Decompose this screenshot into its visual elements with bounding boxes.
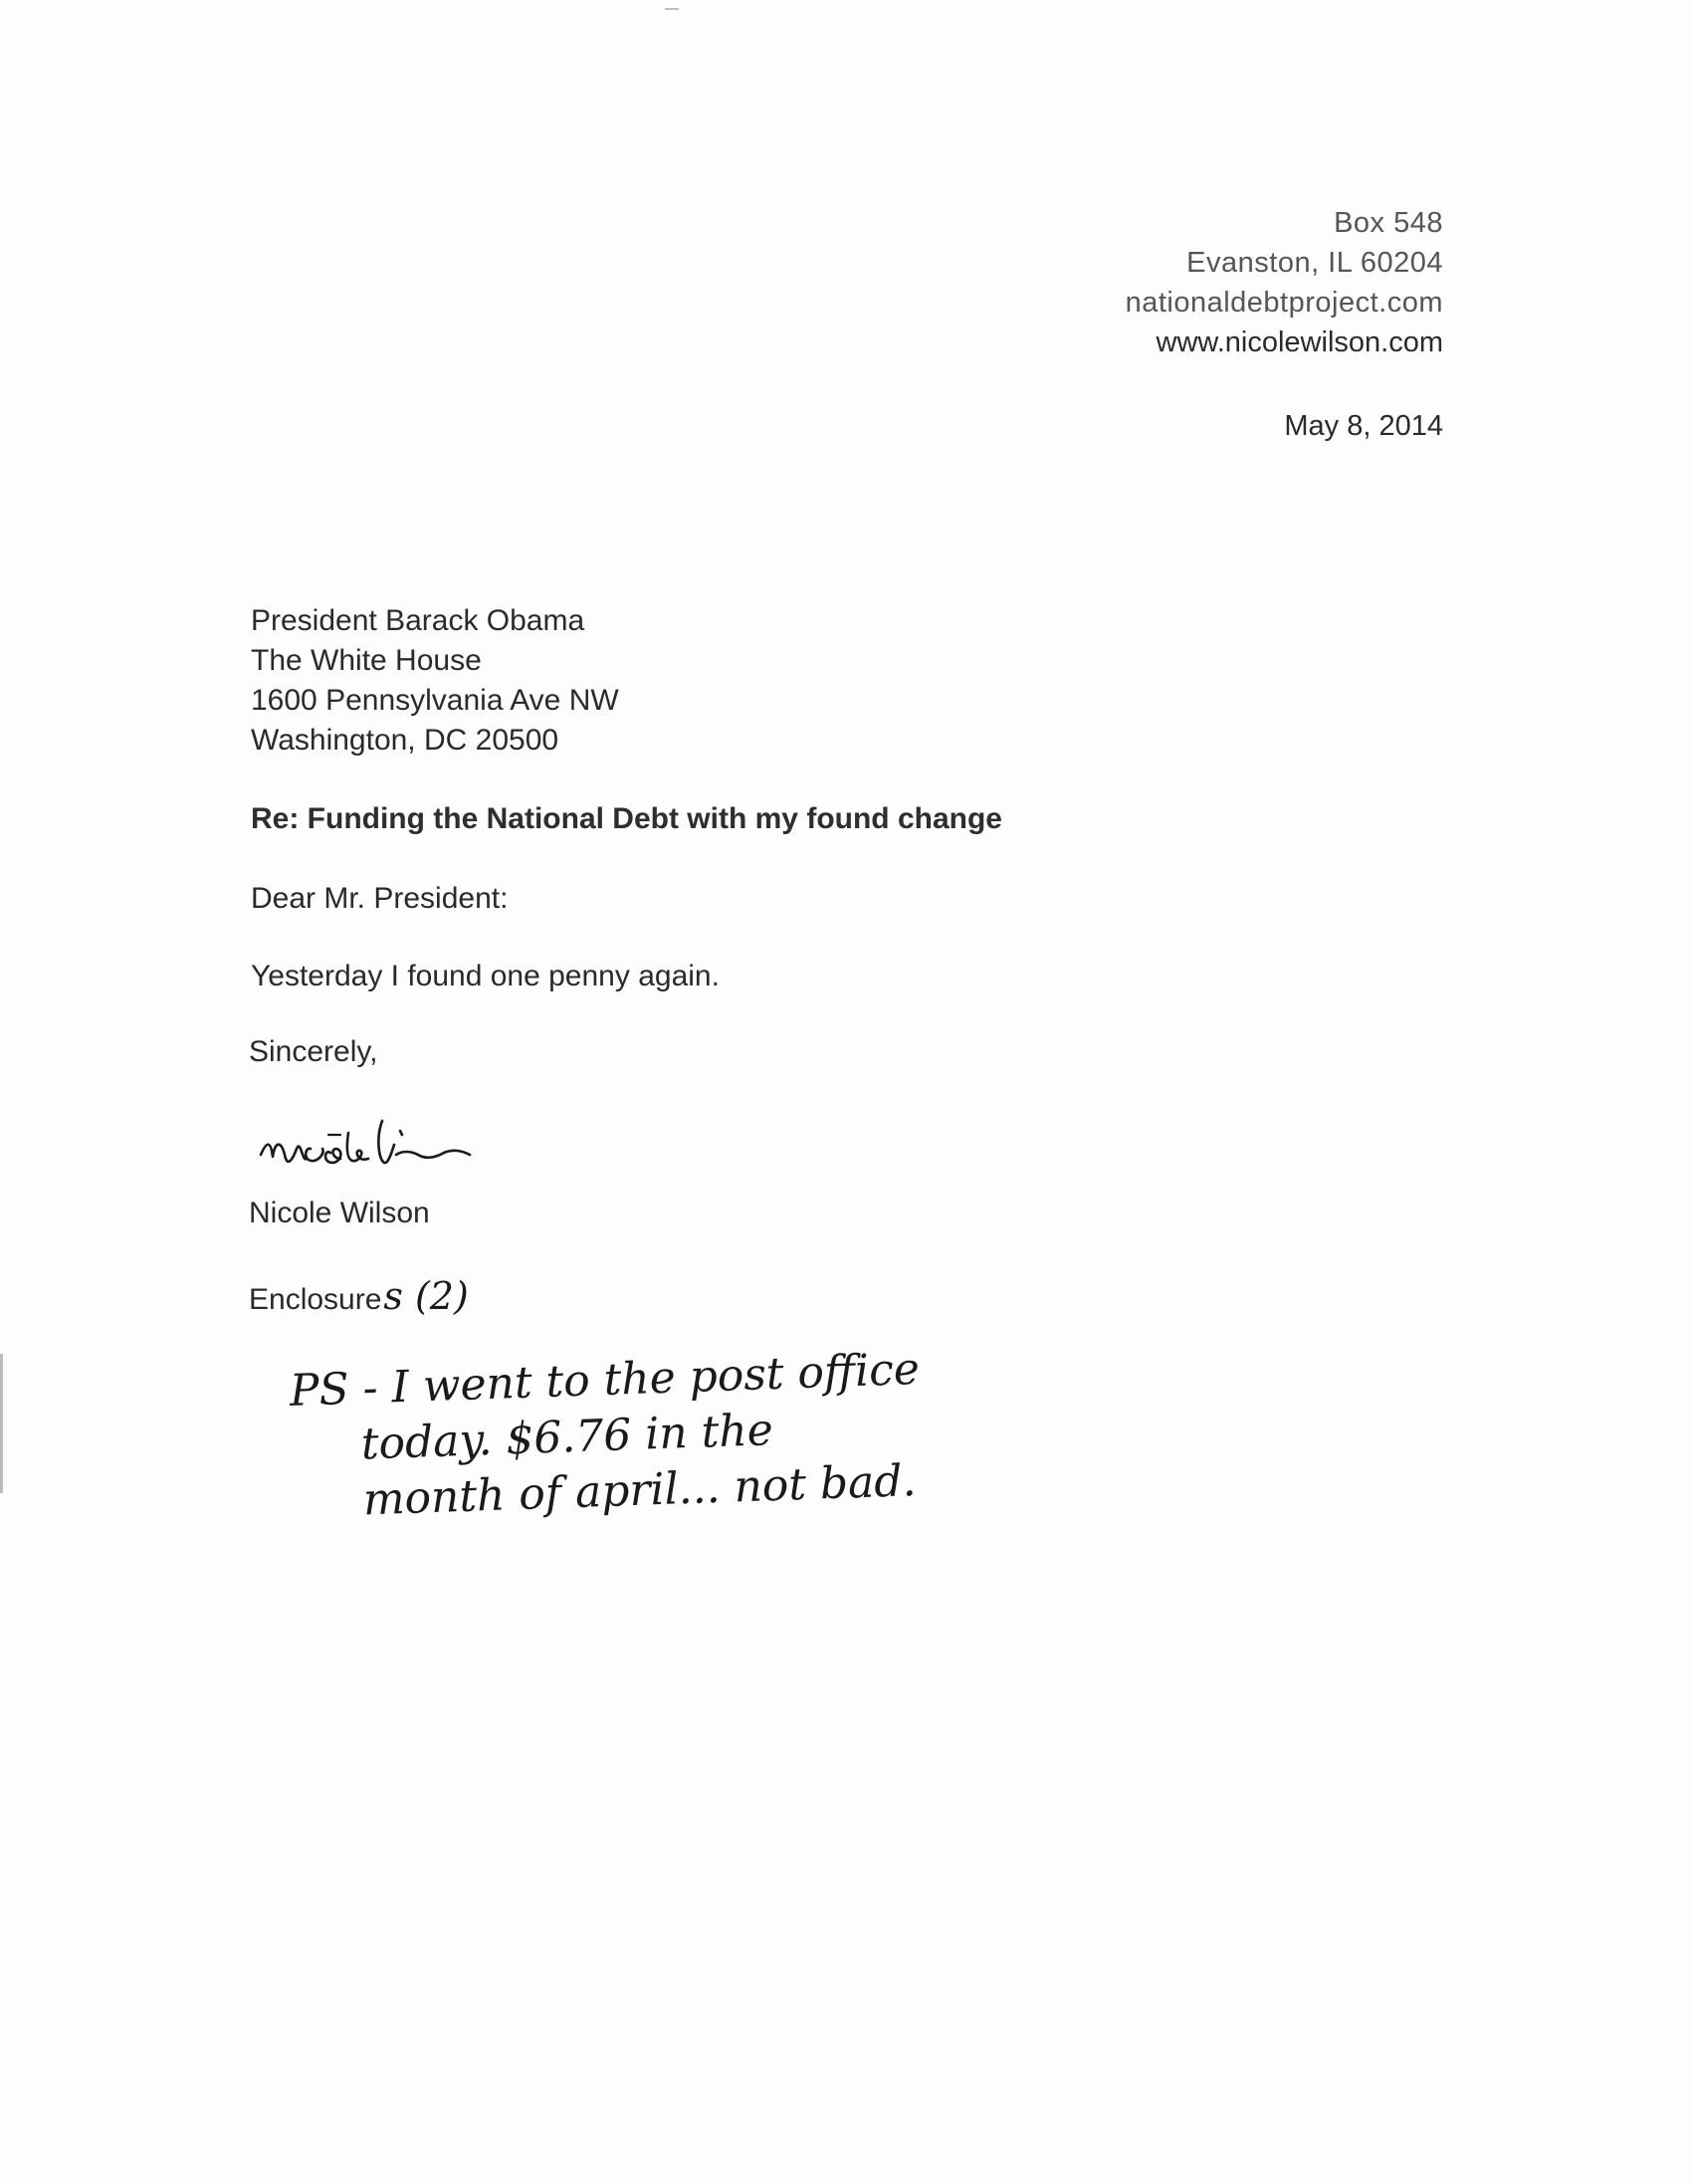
postscript-line-2: today. $6.76 in the — [359, 1405, 774, 1470]
subject-line: Re: Funding the National Debt with my found change — [251, 802, 1002, 835]
recipient-street: 1600 Pennsylvania Ave NW — [251, 684, 619, 717]
recipient-address — [251, 601, 619, 761]
sender-website-1: nationaldebtproject.com — [1125, 287, 1443, 319]
salutation: Dear Mr. President: — [251, 882, 509, 915]
scan-mark-left — [0, 1354, 3, 1493]
enclosures-handwritten: s (2) — [383, 1274, 469, 1318]
recipient-org: The White House — [251, 644, 482, 677]
closing: Sincerely, — [249, 1035, 378, 1068]
signer-name: Nicole Wilson — [249, 1197, 430, 1229]
sender-address — [1126, 203, 1443, 362]
letter-date: May 8, 2014 — [1284, 410, 1443, 442]
recipient-city-state-zip: Washington, DC 20500 — [251, 724, 559, 757]
sender-website-2: www.nicolewilson.com — [1156, 327, 1443, 358]
postscript-line-1: PS - I went to the post office — [289, 1343, 921, 1417]
enclosures-line — [249, 1274, 469, 1318]
enclosures-printed: Enclosure — [249, 1283, 382, 1316]
letter-body: Yesterday I found one penny again. — [251, 960, 720, 992]
sender-po-box: Box 548 — [1334, 207, 1443, 239]
postscript-line-3: month of april... not bad. — [361, 1455, 918, 1526]
sender-city-state-zip: Evanston, IL 60204 — [1186, 247, 1443, 279]
handwritten-postscript — [289, 1334, 1150, 1531]
recipient-name: President Barack Obama — [251, 604, 585, 637]
handwritten-signature — [249, 1093, 587, 1193]
scan-mark-top — [665, 8, 679, 10]
